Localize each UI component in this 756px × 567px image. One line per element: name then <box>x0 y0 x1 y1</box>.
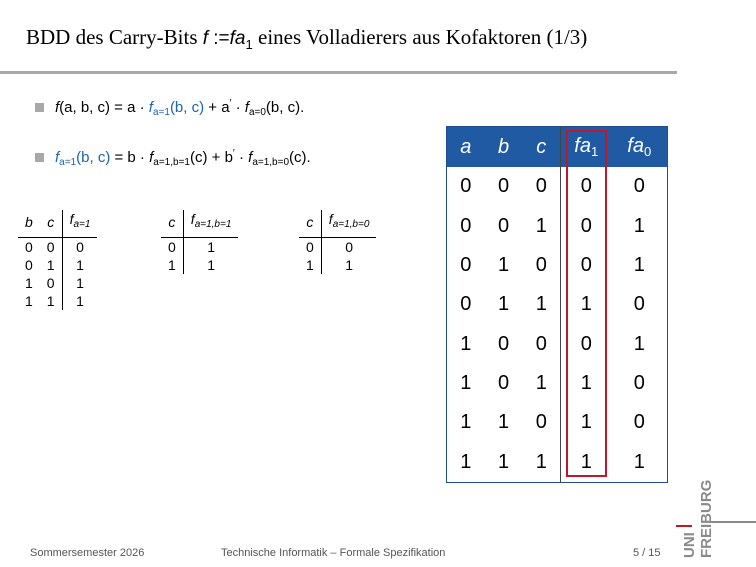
truth-table-cell: 0 <box>497 371 510 394</box>
truth-table-cell: 0 <box>633 175 645 198</box>
truth-table-cell: 1 <box>460 332 472 355</box>
truth-table-cell: 1 <box>561 403 612 442</box>
cofactor-a1-row <box>18 256 97 274</box>
logo-text-freiburg: FREIBURG <box>698 479 715 558</box>
truth-table-cell: 1 <box>460 371 472 394</box>
truth-table-cell: 1 <box>535 371 547 394</box>
cofactor-a1-b1-row <box>161 238 238 257</box>
truth-table-cell: 1 <box>633 332 645 355</box>
truth-table-row <box>447 246 668 285</box>
truth-table-cell: 0 <box>561 324 612 363</box>
cofactor-a1-b1-row <box>161 256 238 274</box>
truth-table-cell: 1 <box>535 293 547 316</box>
truth-table-cell: 1 <box>633 214 645 237</box>
table-cell: 1 <box>46 257 55 273</box>
table-cell: 1 <box>62 256 97 274</box>
formula-shannon-a: f(a, b, $c) = a \cdot f_{a=1}(b$, $c) + a' \cdot f_{a=0}(b$, c). <box>55 98 305 118</box>
footer-semester: Sommersemester 2026 <box>30 547 145 559</box>
logo-text-uni: UNI <box>681 532 698 558</box>
truth-table-row <box>447 443 668 483</box>
truth-table-row <box>447 324 668 363</box>
truth-table-cell: 0 <box>460 293 472 316</box>
truth-table-cell: 1 <box>561 285 612 324</box>
bullet-square <box>35 153 44 162</box>
truth-table-row <box>447 364 668 403</box>
cofactor-table-a1: b c $f_{a=1}$ 0 0 0 0 1 1 1 0 1 1 1 1 <box>18 210 97 310</box>
cofactor-a1-row <box>18 238 97 257</box>
table-cell: 0 <box>321 238 376 257</box>
table-cell: 0 <box>46 239 55 255</box>
table-cell: 0 <box>25 239 33 255</box>
slide-title: BDD des Carry-Bits f $:=fa_1$ eines Volladierers aus Kofaktoren (1/3) <box>26 25 588 53</box>
truth-table-cell: 0 <box>561 246 612 285</box>
table-cell: 1 <box>306 257 314 273</box>
cofactor-a1-b0-row <box>299 256 376 274</box>
truth-table-cell: 0 <box>497 175 510 198</box>
table-cell: 1 <box>183 256 238 274</box>
truth-table-cell: 1 <box>535 450 547 473</box>
table-cell: 1 <box>62 292 97 310</box>
cofactor-a1-row <box>18 292 97 310</box>
bullet-square <box>35 103 44 112</box>
truth-table-cell: 1 <box>633 450 645 473</box>
table-cell: 1 <box>183 238 238 257</box>
table-cell: 1 <box>25 275 33 291</box>
truth-table-cell: 0 <box>497 214 510 237</box>
table-cell: 1 <box>46 293 55 309</box>
truth-table-cell: 1 <box>535 214 547 237</box>
footer-page-number: 5 / 15 <box>633 547 661 559</box>
table-cell: 0 <box>306 239 314 255</box>
table-cell: 0 <box>25 257 33 273</box>
cofactor-table-a1-b0: c $f_{a=1,b=0}$ 0 0 1 1 <box>299 210 376 274</box>
table-cell: 1 <box>321 256 376 274</box>
truth-table-cell: 0 <box>535 253 547 276</box>
truth-table-cell: 1 <box>497 253 510 276</box>
truth-table-cell: 1 <box>460 411 472 434</box>
table-cell: 1 <box>25 293 33 309</box>
truth-table-cell: 1 <box>497 411 510 434</box>
footer-course: Technische Informatik – Formale Spezifikation <box>221 547 446 559</box>
truth-table-cell: 0 <box>633 411 645 434</box>
table-cell: 0 <box>46 275 55 291</box>
truth-table-cell: 1 <box>460 450 472 473</box>
cofactor-a1-b0-row <box>299 238 376 257</box>
cofactor-table-a1-b1: c $f_{a=1,b=1}$ 0 1 1 1 <box>161 210 238 274</box>
university-logo <box>676 478 756 563</box>
truth-table-cell: 1 <box>497 293 510 316</box>
truth-table-cell: 1 <box>561 364 612 403</box>
formula-shannon-b: $f_{a=1}(b$, $c) = b \cdot f_{a=1,b=1}(c) + b' \cdot f_{a=1,b=0}(c)$. <box>55 148 311 168</box>
carry-truth-table: a b c $fa_1$ $fa_0$ 0 0 0 0 0 0 0 1 0 1 0 1 0 0 1 0 1 1 1 0 1 0 0 0 1 1 0 1 1 0 1 1 0 1 0 1 1 1 1 1 <box>446 126 668 483</box>
truth-table-cell: 0 <box>561 167 612 206</box>
table-cell: 0 <box>62 238 97 257</box>
truth-table-cell: 0 <box>460 214 472 237</box>
truth-table-row <box>447 167 668 206</box>
truth-table-cell: 1 <box>561 443 612 483</box>
truth-table-cell: 1 <box>497 450 510 473</box>
title-divider <box>0 71 677 74</box>
truth-table-row <box>447 285 668 324</box>
truth-table-row <box>447 206 668 245</box>
truth-table-row <box>447 403 668 442</box>
truth-table-cell: 0 <box>460 253 472 276</box>
table-cell: 0 <box>168 239 176 255</box>
cofactor-a1-row <box>18 274 97 292</box>
truth-table-cell: 0 <box>460 175 472 198</box>
truth-table-cell: 0 <box>633 371 645 394</box>
truth-table-cell: 0 <box>535 411 547 434</box>
truth-table-cell: 0 <box>535 332 547 355</box>
table-cell: 1 <box>168 257 176 273</box>
table-cell: 1 <box>62 274 97 292</box>
truth-table-cell: 0 <box>561 206 612 245</box>
truth-table-cell: 0 <box>633 293 645 316</box>
truth-table-cell: 0 <box>535 175 547 198</box>
truth-table-cell: 0 <box>497 332 510 355</box>
truth-table-cell: 1 <box>633 253 645 276</box>
